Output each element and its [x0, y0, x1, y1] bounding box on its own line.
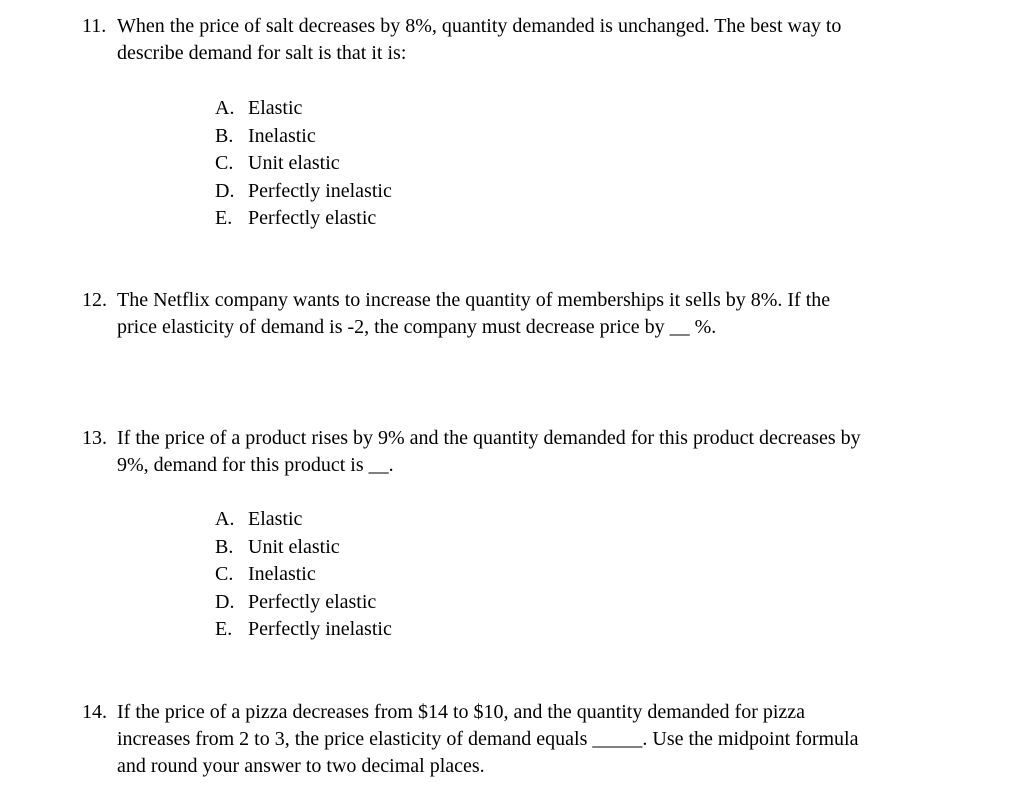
choice-letter: C.	[215, 563, 234, 585]
question-text: If the price of a pizza decreases from $14 to $10, and the quantity demanded for pizza	[117, 701, 806, 723]
choice-13-d[interactable]	[215, 589, 615, 617]
choice-text: Unit elastic	[248, 535, 340, 558]
question-line	[82, 726, 982, 753]
choice-13-c[interactable]	[215, 561, 615, 589]
choice-letter: A.	[215, 508, 235, 530]
choice-text: Perfectly inelastic	[248, 179, 392, 202]
choice-text: Perfectly inelastic	[248, 618, 392, 640]
question-line	[82, 40, 982, 67]
choice-letter: E.	[215, 207, 233, 229]
choice-11-a[interactable]	[215, 95, 615, 123]
choice-letter: B.	[215, 124, 234, 147]
question-text: and round your answer to two decimal places.	[117, 755, 485, 777]
question-14	[82, 699, 982, 780]
question-line	[82, 314, 982, 341]
question-line	[82, 287, 982, 314]
question-line	[82, 452, 982, 479]
choice-text: Perfectly elastic	[248, 590, 377, 613]
choice-13-e[interactable]	[215, 616, 615, 644]
choice-11-b[interactable]	[215, 123, 615, 151]
choice-letter: E.	[215, 618, 233, 640]
choice-text: Perfectly elastic	[248, 207, 377, 229]
question-13	[82, 425, 982, 479]
choice-text: Inelastic	[248, 124, 316, 147]
choice-text: Elastic	[248, 508, 303, 530]
question-text: price elasticity of demand is -2, the company must decrease price by __ %.	[117, 316, 717, 338]
choice-letter: D.	[215, 590, 235, 613]
choice-11-d[interactable]	[215, 178, 615, 206]
question-text: The Netflix company wants to increase the quantity of memberships it sells by 8%. If the	[117, 289, 831, 311]
question-number: 13.	[82, 427, 107, 449]
question-number: 11.	[82, 15, 107, 37]
choice-text: Inelastic	[248, 563, 316, 585]
choice-letter: C.	[215, 152, 234, 174]
question-line	[82, 753, 982, 780]
question-line	[82, 13, 982, 40]
choice-letter: B.	[215, 535, 234, 558]
question-text: When the price of salt decreases by 8%, quantity demanded is unchanged. The best way to	[117, 15, 842, 37]
question-text: 9%, demand for this product is __.	[117, 454, 394, 476]
choice-13-b[interactable]	[215, 534, 615, 562]
question-number: 12.	[82, 289, 107, 311]
question-text: If the price of a product rises by 9% and the quantity demanded for this product decreases by	[117, 427, 861, 449]
answer-choices-13	[215, 506, 615, 644]
question-11	[82, 13, 982, 67]
question-line	[82, 699, 982, 726]
choice-letter: D.	[215, 179, 235, 202]
question-12	[82, 287, 982, 341]
choice-text: Unit elastic	[248, 152, 340, 174]
choice-13-a[interactable]	[215, 506, 615, 534]
choice-11-c[interactable]	[215, 150, 615, 178]
question-text: describe demand for salt is that it is:	[117, 42, 407, 64]
choice-letter: A.	[215, 97, 235, 119]
question-number: 14.	[82, 701, 107, 723]
answer-choices-11	[215, 95, 615, 233]
question-line	[82, 425, 982, 452]
choice-11-e[interactable]	[215, 205, 615, 233]
choice-text: Elastic	[248, 97, 303, 119]
question-text: increases from 2 to 3, the price elasticity of demand equals _____. Use the midpoint formula	[117, 728, 859, 750]
